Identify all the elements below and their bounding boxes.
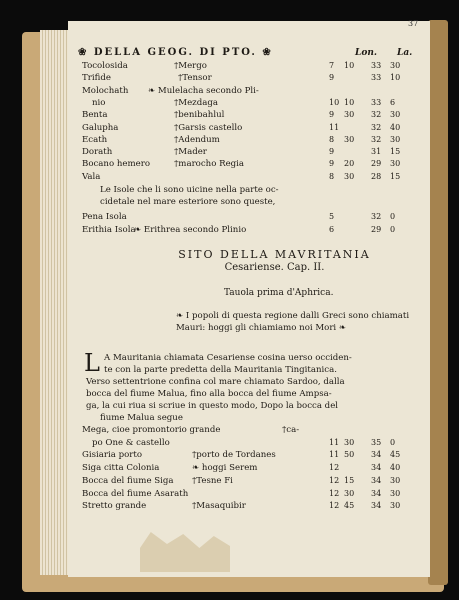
- lat-degrees: 29: [371, 159, 382, 169]
- modern-name: †marocho Regia: [174, 159, 245, 170]
- lon-degrees: 9: [329, 110, 335, 120]
- modern-name: ❧ Erithrea secondo Plinio: [134, 224, 247, 235]
- place-name: Bocano hemero: [82, 159, 151, 170]
- running-header: ❀ DELLA GEOG. DI PTO. ❀: [78, 47, 273, 58]
- place-name: nio: [92, 97, 106, 108]
- table-row: [82, 424, 428, 436]
- modern-name: †Mezdaga: [174, 97, 218, 108]
- lat-degrees: 32: [371, 212, 382, 221]
- lat-minutes: 0: [390, 212, 396, 221]
- lat-minutes: 10: [390, 73, 401, 83]
- lon-degrees: 11: [329, 450, 340, 460]
- lat-minutes: 30: [390, 488, 401, 498]
- table-row: [82, 85, 428, 97]
- lon-degrees: 12: [329, 463, 340, 473]
- place-name: Galupha: [82, 122, 119, 133]
- lon-minutes: 30: [344, 134, 355, 144]
- lat-minutes: 15: [390, 147, 401, 157]
- place-name: po One & castello: [92, 437, 170, 448]
- table-row: [82, 171, 428, 183]
- table-row: [82, 224, 428, 236]
- table-row: [82, 122, 428, 134]
- place-name: Stretto grande: [82, 501, 147, 512]
- lat-degrees: 33: [371, 73, 382, 83]
- table-row: [82, 109, 428, 121]
- lat-degrees: 34: [371, 463, 382, 473]
- isole-intro-line-2: cidetale nel mare esteriore sono queste,: [100, 197, 276, 207]
- lon-minutes: 15: [344, 475, 355, 485]
- lat-minutes: 40: [390, 122, 401, 132]
- modern-name: †Tesne Fi: [192, 475, 233, 486]
- modern-name: †benibahlul: [174, 110, 225, 121]
- place-name: Bocca del fiume Siga: [82, 475, 174, 486]
- lat-minutes: 30: [390, 134, 401, 144]
- place-name: Erithia Isola: [82, 224, 136, 235]
- modern-name: †Garsis castello: [174, 122, 243, 133]
- paragraph-line-5: ga, la cui riua si scriue in questo modo, Dopo la bocca del: [86, 401, 339, 411]
- section-subtitle: Cesariense. Cap. II.: [224, 262, 325, 273]
- table-row: [82, 500, 428, 512]
- lon-degrees: 12: [329, 475, 340, 485]
- table-row: [82, 60, 428, 72]
- lat-degrees: 33: [371, 97, 382, 107]
- modern-name: †Mader: [174, 147, 207, 158]
- lat-degrees: 33: [371, 61, 382, 70]
- modern-name: †Mergo: [174, 61, 207, 71]
- place-name: Pena Isola: [82, 212, 127, 222]
- table-row: [82, 475, 428, 487]
- lat-minutes: 45: [390, 450, 401, 460]
- lat-degrees: 32: [371, 134, 382, 144]
- lon-degrees: 9: [329, 147, 335, 157]
- modern-name: †porto de Tordanes: [192, 450, 276, 461]
- place-name: Bocca del fiume Asarath: [82, 488, 189, 499]
- place-name: Gisiaria porto: [82, 450, 143, 461]
- lon-degrees: 9: [329, 73, 335, 83]
- place-name: Tocolosida: [82, 61, 128, 71]
- lat-degrees: 34: [371, 475, 382, 485]
- lat-minutes: 30: [390, 159, 401, 169]
- lat-minutes: 15: [390, 171, 401, 181]
- paragraph-line-6: fiume Malua segue: [100, 413, 183, 423]
- place-name: Trifide: [82, 73, 111, 84]
- lat-minutes: 40: [390, 463, 401, 473]
- table-row: [82, 146, 428, 158]
- lat-degrees: 34: [371, 501, 382, 511]
- lat-minutes: 30: [390, 110, 401, 120]
- lat-degrees: 34: [371, 488, 382, 498]
- lon-degrees: 12: [329, 501, 340, 511]
- paragraph-line-4: bocca del fiume Malua, fino alla bocca del fiume Ampsa-: [86, 389, 332, 399]
- table-row: [82, 449, 428, 461]
- lon-degrees: 11: [329, 122, 340, 132]
- modern-name: †ca-: [282, 425, 300, 435]
- table-row: [82, 158, 428, 170]
- modern-name: ❧ hoggi Serem: [192, 463, 258, 474]
- table-row: [82, 97, 428, 109]
- lat-degrees: 32: [371, 122, 382, 132]
- lon-minutes: 10: [344, 61, 355, 70]
- lat-degrees: 35: [371, 437, 382, 447]
- lat-degrees: 29: [371, 224, 382, 234]
- place-name: Molochath: [82, 85, 129, 96]
- lat-degrees: 34: [371, 450, 382, 460]
- paragraph-line-2: te con la parte predetta della Mauritania Tingitanica.: [104, 365, 337, 375]
- lat-minutes: 30: [390, 61, 401, 70]
- table-row: [82, 134, 428, 146]
- lon-degrees: 9: [329, 159, 335, 169]
- place-name: Benta: [82, 110, 108, 121]
- lat-minutes: 30: [390, 501, 401, 511]
- place-name: Siga citta Colonia: [82, 463, 160, 474]
- table-row: [82, 211, 428, 223]
- header-longitude: Lon.: [355, 48, 378, 58]
- popoli-line-2: Mauri: hoggi gli chiamiamo noi Mori ❧: [176, 323, 347, 333]
- modern-name: †Masaquibir: [192, 501, 246, 512]
- lon-degrees: 12: [329, 488, 340, 498]
- table-row: [82, 462, 428, 474]
- place-name: Dorath: [82, 147, 113, 158]
- lat-degrees: 32: [371, 110, 382, 120]
- place-name: Vala: [82, 171, 101, 182]
- lon-degrees: 6: [329, 224, 335, 234]
- lat-minutes: 0: [390, 224, 396, 234]
- lon-minutes: 45: [344, 501, 355, 511]
- section-title: SITO DELLA MAVRITANIA: [178, 248, 371, 261]
- lat-degrees: 31: [371, 147, 382, 157]
- lon-minutes: 20: [344, 159, 355, 169]
- paragraph-line-1: A Mauritania chiamata Cesariense cosina uerso occiden-: [104, 353, 352, 363]
- drop-capital: L: [84, 349, 100, 377]
- table-row: [82, 488, 428, 500]
- lat-minutes: 6: [390, 97, 396, 107]
- modern-name: ❧ Mulelacha secondo Pli-: [148, 85, 259, 96]
- lon-degrees: 5: [329, 212, 335, 221]
- lon-degrees: 7: [329, 61, 335, 70]
- place-name: Ecath: [82, 134, 108, 145]
- paragraph-line-3: Verso settentrione confina col mare chiamato Sardoo, dalla: [86, 377, 345, 387]
- popoli-line-1: ❧ I popoli di questa regione dalli Greci sono chiamati: [176, 311, 410, 321]
- lon-degrees: 10: [329, 97, 340, 107]
- header-latitude: La.: [397, 48, 413, 58]
- table-row: [82, 437, 428, 449]
- lon-degrees: 11: [329, 437, 340, 447]
- lon-minutes: 50: [344, 450, 355, 460]
- book-cover-edge: [428, 20, 448, 585]
- lon-minutes: 30: [344, 488, 355, 498]
- isole-intro-line-1: Le Isole che li sono uicine nella parte oc-: [100, 185, 279, 195]
- tavola-caption: Tauola prima d'Aphrica.: [224, 288, 334, 298]
- lon-minutes: 30: [344, 110, 355, 120]
- lon-minutes: 30: [344, 437, 355, 447]
- lon-minutes: 30: [344, 171, 355, 181]
- lat-minutes: 30: [390, 475, 401, 485]
- lon-degrees: 8: [329, 171, 335, 181]
- place-name: Mega, cioe promontorio grande: [82, 425, 221, 435]
- lon-degrees: 8: [329, 134, 335, 144]
- modern-name: †Adendum: [174, 134, 220, 145]
- lon-minutes: 10: [344, 97, 355, 107]
- table-row: [82, 72, 428, 84]
- modern-name: †Tensor: [178, 73, 212, 84]
- lat-minutes: 0: [390, 437, 396, 447]
- folio-number: 37: [408, 19, 419, 28]
- torn-page-corner: [140, 532, 230, 572]
- lat-degrees: 28: [371, 171, 382, 181]
